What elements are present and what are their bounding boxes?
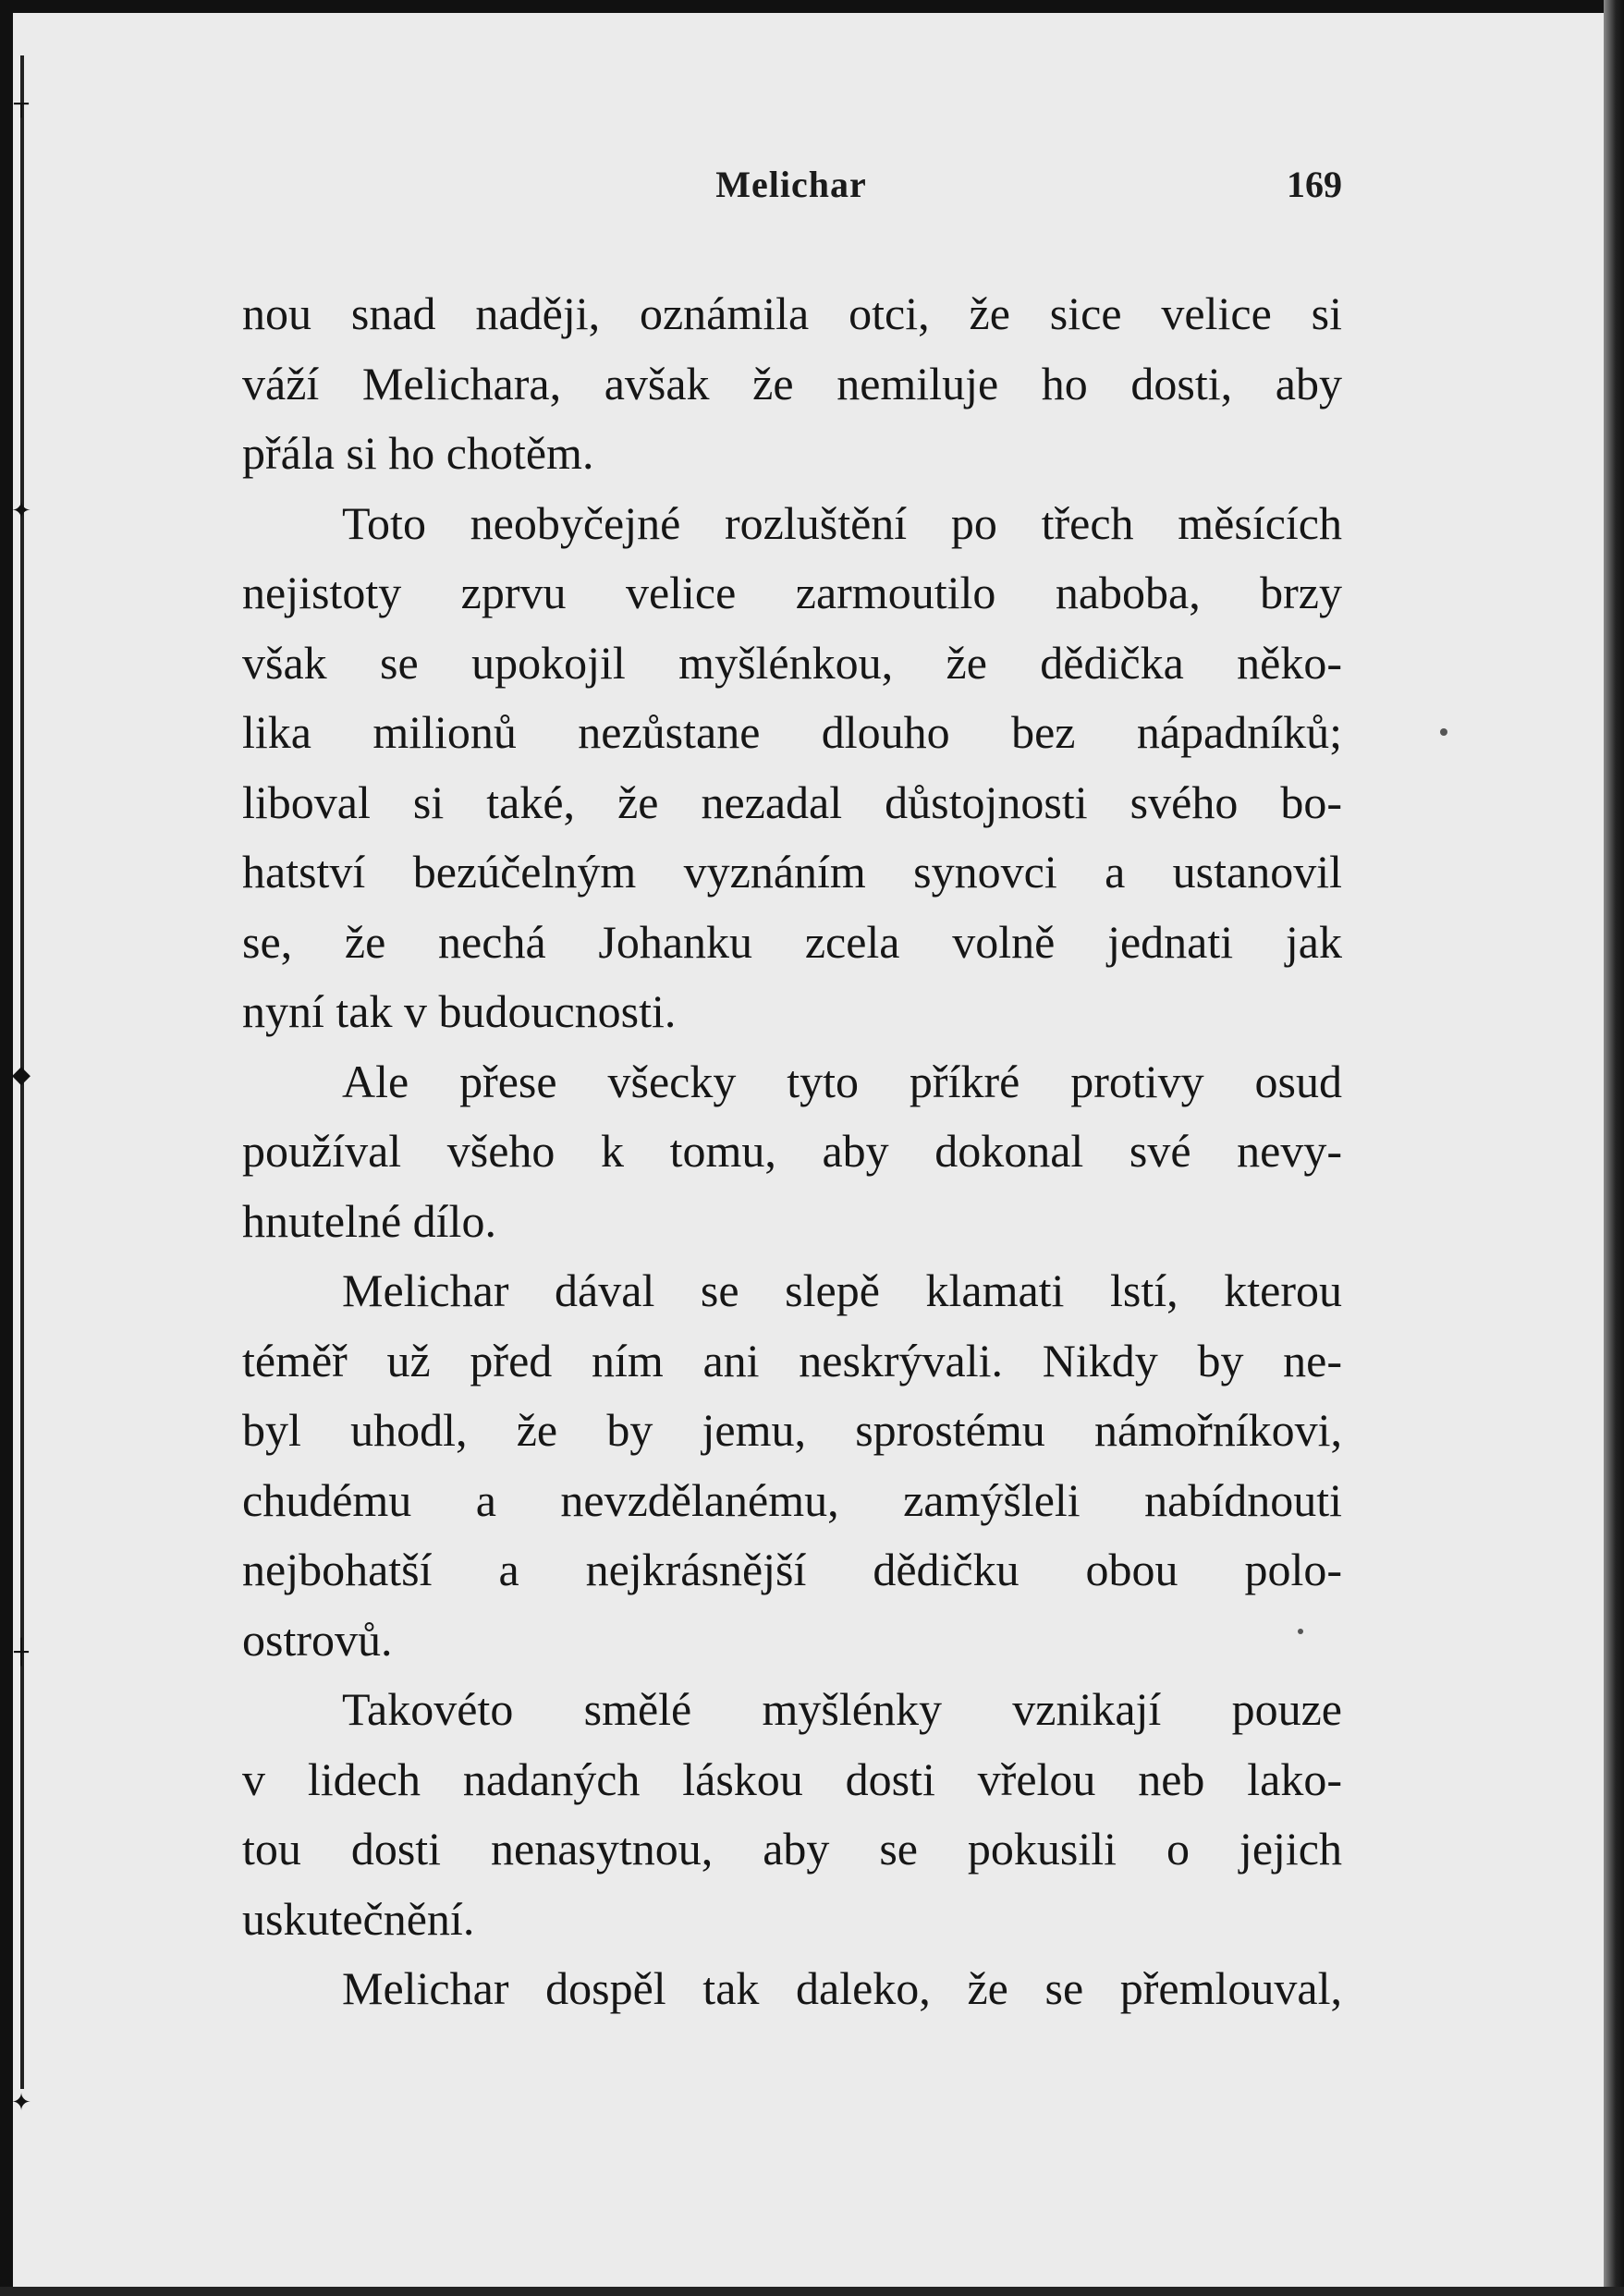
text-line: nejistoty zprvu velice zarmoutilo naboba, brzy [242,567,1342,618]
text-line: však se upokojil myšlénkou, že dědička něko- [242,636,1342,689]
binding-mark-icon: ┼ [14,1639,29,1667]
text-line: hatství bezúčelným vyznáním synovci a ustanovil [242,846,1342,898]
scan-border-top [0,0,1624,13]
page-number: 169 [1287,164,1342,205]
text-line: Ale přese všecky tyto příkré protivy osud [342,1055,1342,1107]
binding-mark-icon: ✦ [11,2089,31,2117]
binding-mark-icon: ┬ [14,91,29,118]
text-line: chudému a nevzdělanému, zamýšleli nabídnouti [242,1473,1342,1526]
text-line: byl uhodl, že by jemu, sprostému námořníkovi, [242,1404,1342,1456]
text-line: nou snad naději, oznámila otci, že sice velice si [242,287,1342,339]
scan-border-right [1604,0,1624,2296]
text-line: váží Melichara, avšak že nemiluje ho dosti, aby [242,357,1342,409]
text-line: ostrovů. [242,1613,393,1666]
text-line: tou dosti nenasytnou, aby se pokusili o jejich [242,1823,1342,1875]
scan-border-left [0,0,13,2296]
text-line: liboval si také, že nezadal důstojnosti svého bo- [242,776,1342,828]
scan-speck [1440,728,1447,736]
body-text [242,279,1342,2024]
text-line: lika milionů nezůstane dlouho bez nápadníků; [242,706,1342,758]
scan-border-bottom [0,2287,1624,2296]
text-line: Takovéto smělé myšlénky vznikají pouze [342,1683,1342,1735]
running-header [240,163,1342,209]
text-line: Melichar dospěl tak daleko, že se přemlouval, [342,1962,1342,2014]
text-line: uskutečnění. [242,1892,475,1945]
text-line: hnutelné dílo. [242,1194,496,1247]
text-line: téměř už před ním ani neskrývali. Nikdy by ne- [242,1334,1342,1386]
text-line: přála si ho chotěm. [242,427,594,479]
text-line: Melichar dával se slepě klamati lstí, kterou [342,1264,1342,1316]
binding-mark-icon: ✦ [11,497,31,525]
binding-mark-icon: ◆ [12,1061,31,1089]
text-line: v lidech nadaných láskou dosti vřelou neb lako- [242,1753,1342,1805]
text-line: nyní tak v budoucnosti. [242,985,677,1037]
running-title: Melichar [715,164,867,205]
text-line: používal všeho k tomu, aby dokonal své nevy- [242,1125,1342,1177]
text-line: nejbohatší a nejkrásnější dědičku obou polo- [242,1544,1342,1595]
text-line: Toto neobyčejné rozluštění po třech měsících [342,496,1342,549]
text-line: se, že nechá Johanku zcela volně jednati jak [242,915,1342,968]
